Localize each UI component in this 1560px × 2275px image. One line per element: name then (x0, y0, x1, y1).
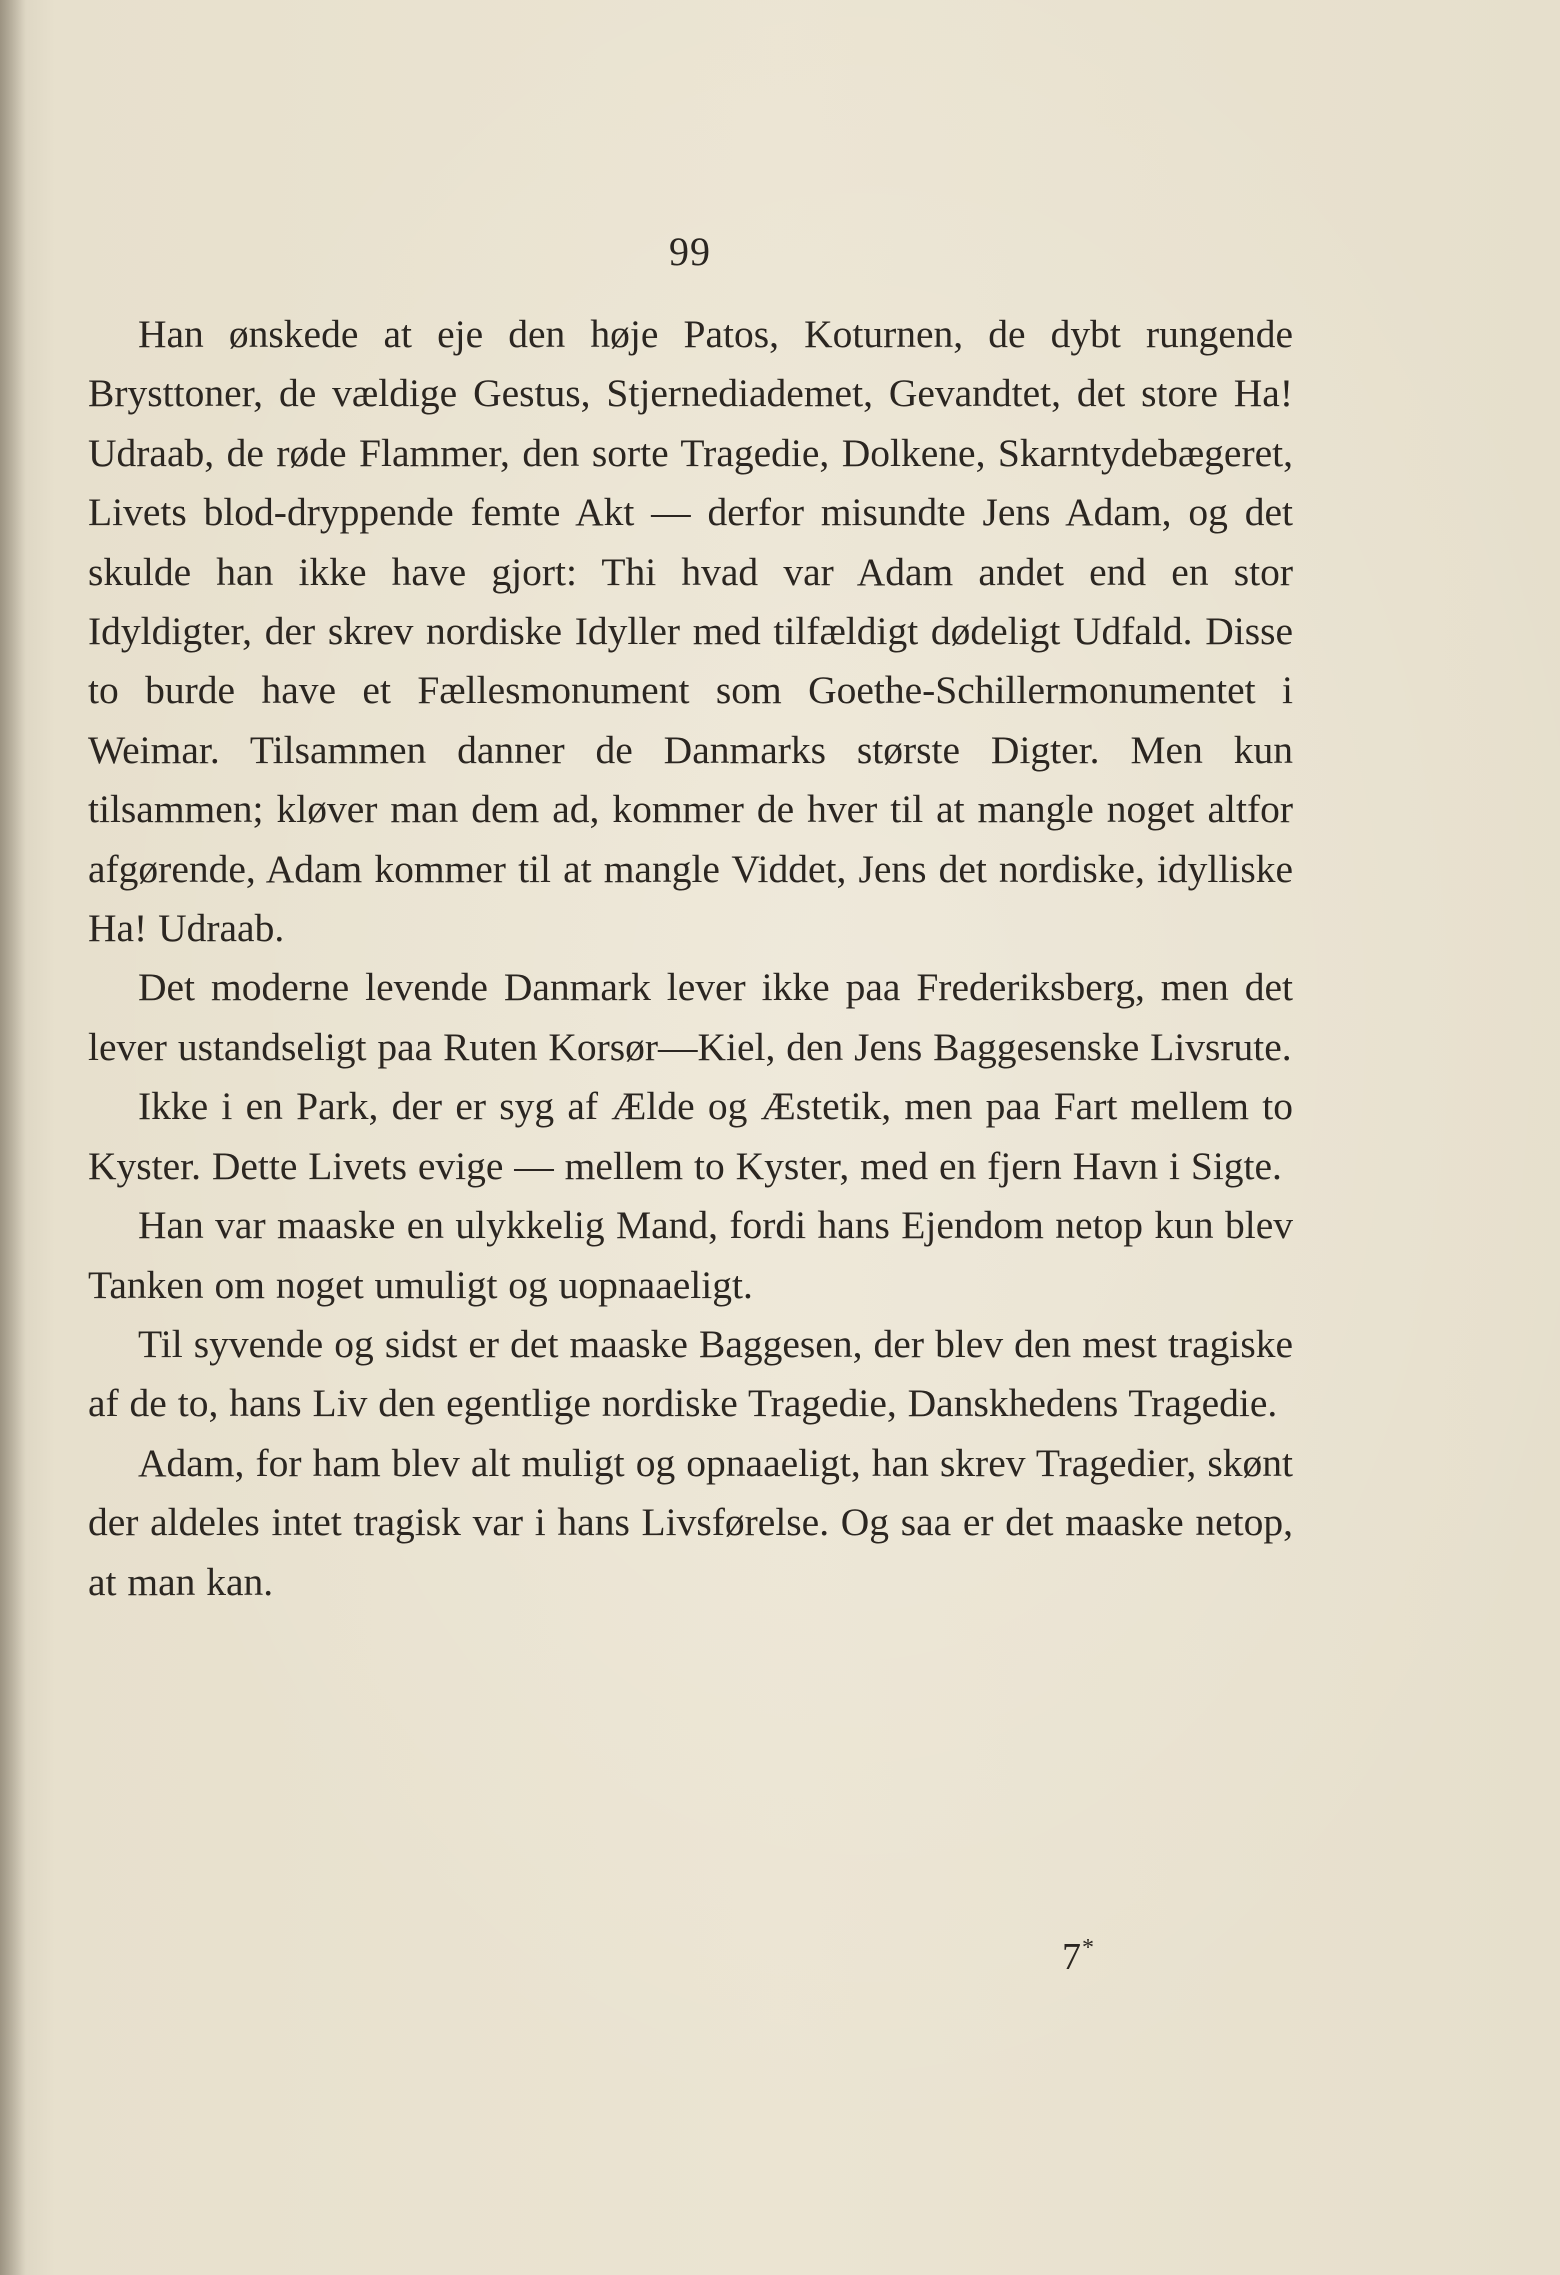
page-body (88, 305, 1293, 1612)
signature-mark (1062, 1935, 1094, 1979)
paragraph-6: Adam, for ham blev alt muligt og opnaaeligt, han skrev Tragedier, skønt der aldeles intet tragisk var i hans Livsførelse. Og saa er det maaske netop, at man kan. (88, 1440, 1293, 1604)
paragraph-2: Det moderne levende Danmark lever ikke paa Frederiksberg, men det lever ustandseligt paa Ruten Korsør—Kiel, den Jens Baggesenske Livsrute. (88, 965, 1293, 1069)
paragraph-4: Han var maaske en ulykkelig Mand, fordi hans Ejendom netop kun blev Tanken om noget umuligt og uopnaaeligt. (88, 1203, 1293, 1307)
page-number: 99 (669, 229, 711, 274)
signature-number: 7 (1062, 1936, 1081, 1978)
paragraph-1: Han ønskede at eje den høje Patos, Koturnen, de dybt rungende Brysttoner, de vældige Gestus, Stjernediademet, Gevandtet, det store Ha! Udraab, de røde Flammer, den sorte Tragedie, Dolkene, Skarntydebægeret, Livets blod-dryppende femte Akt — derfor misundte Jens Adam, og det skulde han ikke have gjort: Thi hvad var Adam andet end en stor Idyldigter, der skrev nordiske Idyller med tilfældigt dødeligt Udfald. Disse to burde have et Fællesmonument som Goethe-Schillermonumentet i Weimar. Tilsammen danner de Danmarks største Digter. Men kun tilsammen; kløver man dem ad, kommer de hver til at mangle noget altfor afgørende, Adam kommer til at mangle Viddet, Jens det nordiske, idylliske Ha! Udraab. (88, 312, 1293, 951)
signature-star: * (1082, 1935, 1094, 1961)
paragraph-5: Til syvende og sidst er det maaske Baggesen, der blev den mest tragiske af de to, hans Liv den egentlige nordiske Tragedie, Danskhedens Tragedie. (88, 1321, 1293, 1426)
binding-gutter-shadow (0, 0, 26, 2275)
paragraph-3: Ikke i en Park, der er syg af Ælde og Æstetik, men paa Fart mellem to Kyster. Dette Livets evige — mellem to Kyster, med en fjern Havn i Sigte. (88, 1084, 1293, 1188)
